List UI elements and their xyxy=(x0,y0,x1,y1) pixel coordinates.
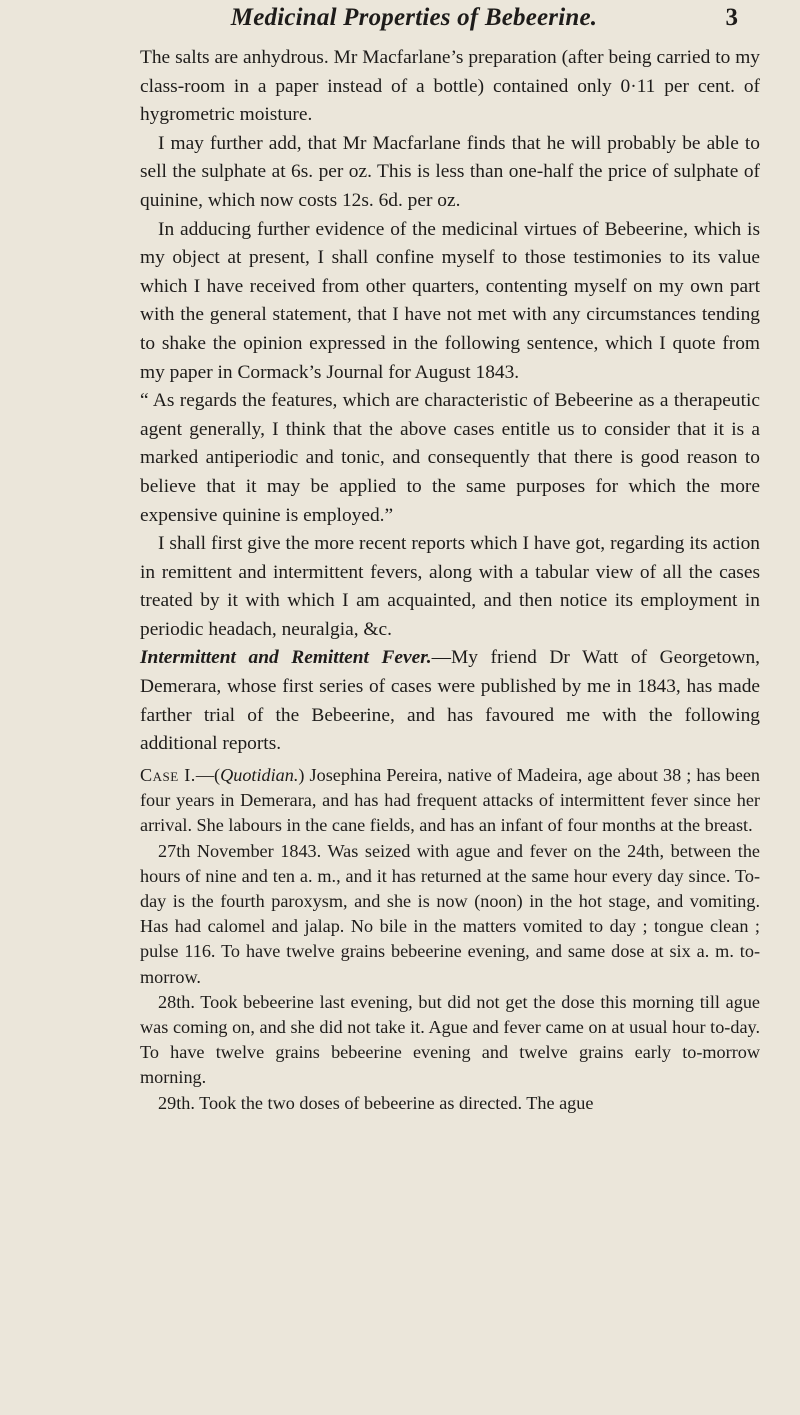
paragraph-quotation: “ As regards the features, which are characteristic of Bebeerine as a therapeutic agent generally, I think that the above cases entitle us to consider that it is a marked antiperiodic and tonic, and consequently that there is good reason to believe that it may be applied to the same purposes for which the more expensive quinine is employed.” xyxy=(140,390,760,526)
paragraph-price: I may further add, that Mr Macfarlane finds that he will probably be able to sell the sulphate at 6s. per oz. This is less than one-half the price of sulphate of quinine, which now costs 12s. 6d. per oz. xyxy=(140,132,760,211)
paragraph-fever xyxy=(140,644,760,758)
case-label: Case I. xyxy=(140,765,196,785)
section-heading: Intermittent and Remittent Fever. xyxy=(140,647,432,669)
main-text xyxy=(140,44,760,759)
case-entry-27th: 27th November 1843. Was seized with ague and fever on the 24th, between the hours of nine and ten a. m., and it has returned at the same hour every day since. To-day is the fourth paroxysm, and she is now (noon) in the hot stage, and vomiting. Has had calomel and jalap. No bile in the matters vomited to day ; tongue clean ; pulse 116. To have twelve grains bebeerine evening, and same dose at six a. m. to-morrow. xyxy=(140,840,760,987)
paragraph-reports: I shall first give the more recent reports which I have got, regarding its action in remittent and intermittent fevers, along with a tabular view of all the cases treated by it with which I am acquainted, and then notice its employment in periodic headach, neuralgia, &c. xyxy=(140,533,760,640)
running-title: Medicinal Properties of Bebeerine. xyxy=(230,4,598,31)
case-type: Quotidian. xyxy=(220,765,299,785)
case-entry-28th: 28th. Took bebeerine last evening, but did not get the dose this morning till ague was coming on, and she did not take it. Ague and fever came on at usual hour to-day. To have twelve grains bebeerine evening and twelve grains early to-morrow morning. xyxy=(140,991,760,1088)
paragraph-salts: The salts are anhydrous. Mr Macfarlane’s preparation (after being carried to my class-room in a paper instead of a bottle) contained only 0·11 per cent. of hygrometric moisture. xyxy=(140,47,760,126)
section-body: —My friend Dr Watt of Georgetown, Demerara, whose first series of cases were published by me in 1843, has made farther trial of the Bebeerine, and has favoured me with the following additional reports. xyxy=(140,647,760,755)
paragraph-evidence: In adducing further evidence of the medicinal virtues of Bebeerine, which is my object at present, I shall confine myself to those testimonies to its value which I have received from other quarters, contenting myself on my own part with the general statement, that I have not met with any circumstances tending to shake the opinion expressed in the following sentence, which I quote from my paper in Cormack’s Journal for August 1843. xyxy=(140,218,760,383)
running-head xyxy=(90,4,738,44)
case-intro: Case I.—(Quotidian.) Josephina Pereira, native of Madeira, age about 38 ; has been four years in Demerara, and has had frequent attacks of intermittent fever since her arrival. She labours in the cane fields, and has an infant of four months at the breast. xyxy=(140,765,761,836)
case-report xyxy=(140,763,760,1116)
page-number: 3 xyxy=(725,4,738,31)
case-entry-29th: 29th. Took the two doses of bebeerine as directed. The ague xyxy=(158,1092,594,1113)
case-intro-text: Josephina Pereira, native of Madeira, age about 38 ; has been four years in Demerara, and has had frequent attacks of intermittent fever since her arrival. She labours in the cane fields, and has an infant of four months at the breast. xyxy=(140,765,761,836)
